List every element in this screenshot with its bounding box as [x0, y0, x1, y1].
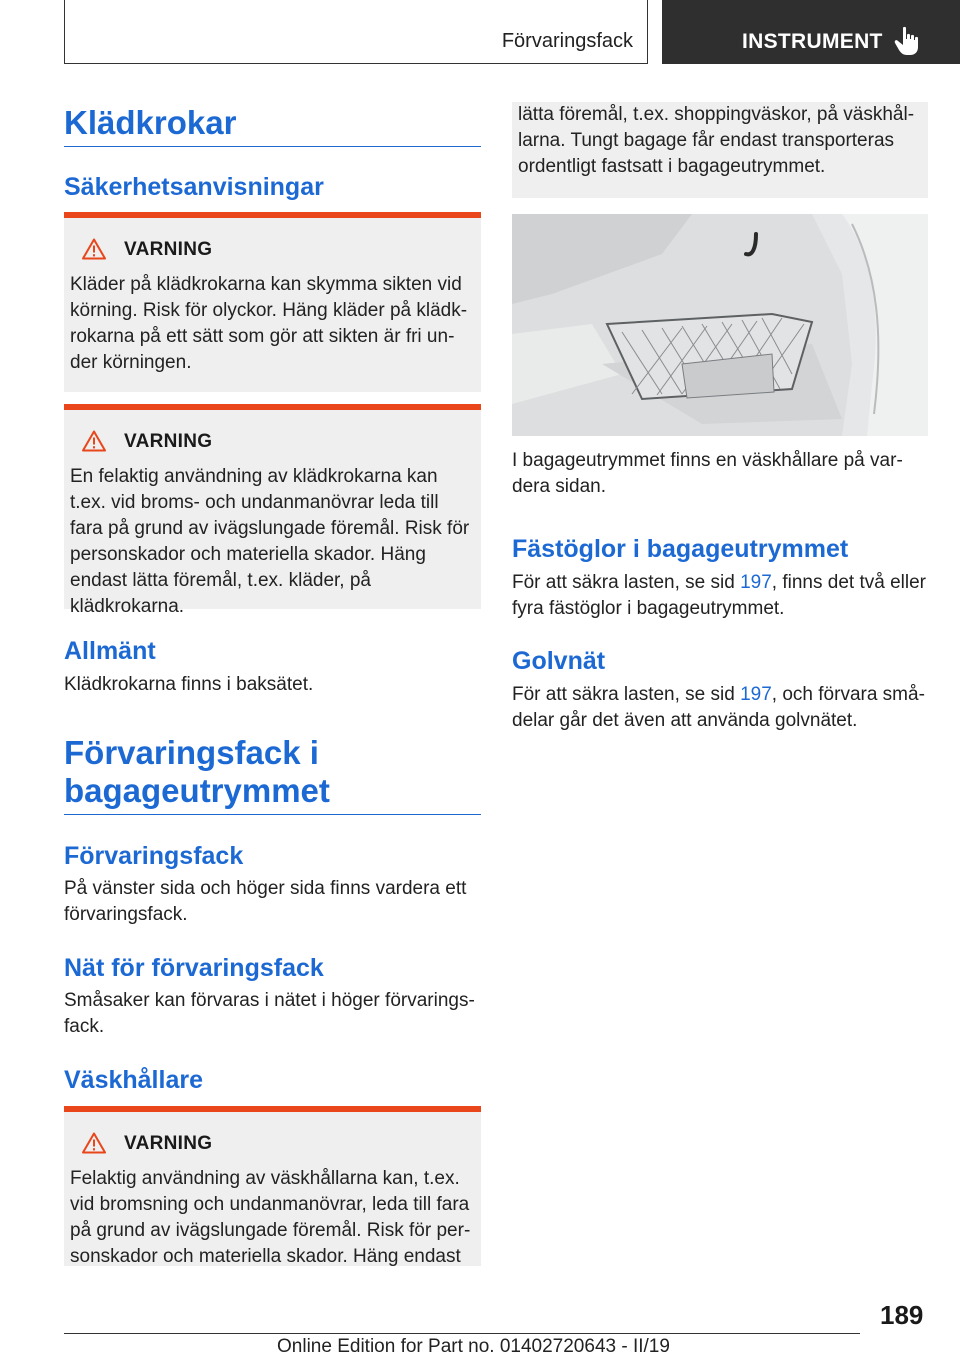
subheading-golvnat: Golvnät: [512, 647, 606, 675]
text-fragment: , och förvara smådelar går det även att använda golvnätet.: [512, 684, 925, 731]
warning-label: VARNING: [124, 1133, 213, 1154]
warning-triangle-icon: [82, 430, 106, 452]
warning-text: En felaktig användning av klädkrokarna kan t.ex. vid broms- och undanmanövrar leda till fara på grund av ivägslungade föremål. Risk för personskador och materiella skador. Häng endast lätta föremål, t.ex. kläder, på klädkrokarna.: [70, 466, 470, 617]
trunk-illustration-svg: [512, 214, 928, 436]
heading-kladkrokar: Klädkrokar: [64, 104, 237, 141]
subheading-nat: Nät för förvaringsfack: [64, 954, 324, 982]
paragraph-allmant: Klädkrokarna finns i baksätet.: [64, 674, 314, 695]
warning-triangle-icon: [82, 1132, 106, 1154]
subheading-sakerhetsanvisningar: Säkerhetsanvisningar: [64, 173, 324, 201]
footer-rule: [64, 1333, 860, 1334]
footer-edition: Online Edition for Part no. 01402720643 - II/19: [277, 1336, 670, 1357]
heading-forvaringsfack-line1: Förvaringsfack i: [64, 734, 319, 771]
header-section-box: [64, 0, 648, 64]
subheading-allmant: Allmänt: [64, 637, 156, 665]
trunk-bag-holder-illustration: [512, 214, 928, 436]
text-fragment: , finns det två eller fyra fästöglor i bagageutrymmet.: [512, 572, 926, 619]
paragraph-golvnat: [512, 682, 928, 734]
warning-text: Kläder på klädkrokarna kan skymma sikten vid körning. Risk för olyckor. Häng kläder på klädkrokarna på ett sätt som gör att sikten är fri under körningen.: [70, 274, 468, 373]
warning-continuation-text: lätta föremål, t.ex. shoppingväskor, på väskhållarna. Tungt bagage får endast transporteras ordentligt fastsatt i bagageutrymmet.: [518, 104, 915, 177]
subheading-fastoglor: Fästöglor i bagageutrymmet: [512, 535, 849, 563]
text-fragment: För att säkra lasten, se sid: [512, 572, 741, 593]
paragraph-photo-caption: I bagageutrymmet finns en väskhållare på vardera sidan.: [512, 450, 903, 497]
subheading-forvaringsfack: Förvaringsfack: [64, 842, 244, 870]
header-chapter-label: INSTRUMENT: [742, 30, 883, 53]
warning-box-1: [64, 212, 481, 392]
header-chapter-tab: [662, 0, 960, 64]
warning-label: VARNING: [124, 239, 213, 260]
header-section-title: Förvaringsfack: [501, 30, 633, 52]
paragraph-fastoglor: [512, 570, 928, 622]
paragraph-nat: Småsaker kan förvaras i nätet i höger förvaringsfack.: [64, 990, 475, 1037]
warning-box-3: [64, 1106, 481, 1266]
warning-continuation-box: [512, 102, 928, 198]
page-link-197[interactable]: 197: [740, 572, 772, 593]
text-fragment: För att säkra lasten, se sid: [512, 684, 741, 705]
hand-pointer-icon: [894, 26, 922, 56]
heading-forvaringsfack-line2: bagageutrymmet: [64, 772, 330, 809]
warning-label: VARNING: [124, 431, 213, 452]
warning-triangle-icon: [82, 238, 106, 260]
heading-rule: [64, 814, 481, 815]
page-number: 189: [880, 1300, 924, 1330]
warning-text: Felaktig användning av väskhållarna kan, t.ex. vid bromsning och undanmanövrar, leda till fara på grund av ivägslungade föremål. Risk för personskador och materiella skador. Häng endast: [70, 1168, 471, 1267]
paragraph-forvaringsfack: På vänster sida och höger sida finns vardera ett förvaringsfack.: [64, 878, 467, 925]
warning-box-2: [64, 404, 481, 617]
heading-rule: [64, 146, 481, 147]
subheading-vaskhallare: Väskhållare: [64, 1066, 203, 1094]
page-link-197[interactable]: 197: [740, 684, 772, 705]
